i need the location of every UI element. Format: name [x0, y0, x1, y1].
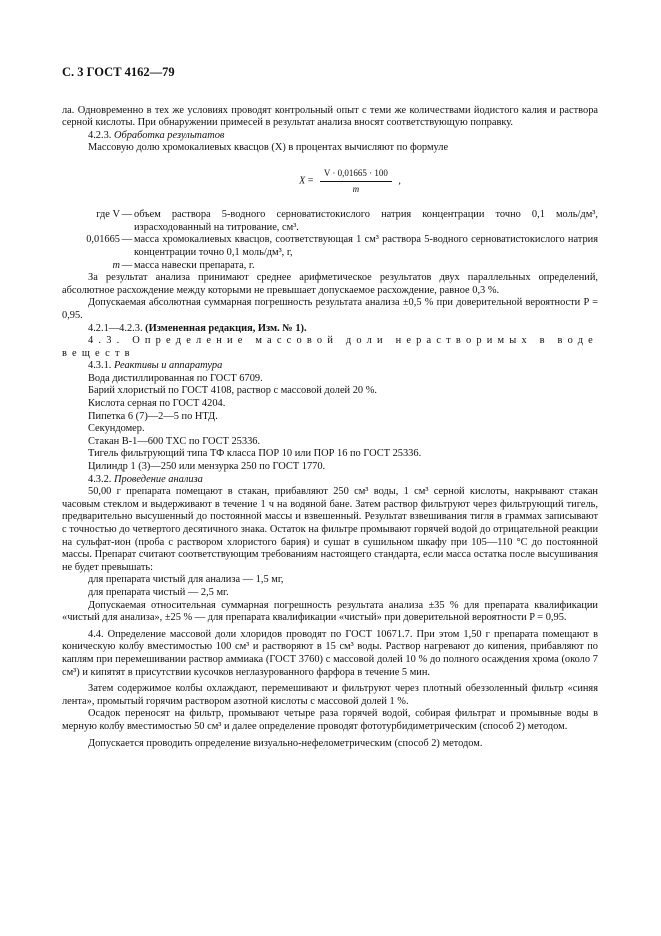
definition-symbol: m: [112, 259, 120, 271]
definition-row: где V — объем раствора 5-водного серноватистокислого натрия концентрации точно 0,1 моль/дм³, израсходованный на титрование, см³.: [62, 209, 598, 234]
paragraph-result: За результат анализа принимают среднее арифметическое результатов двух параллельных определений, абсолютное расхождение между которыми не превышает допускаемое расхождение, равное 0,3 %.: [62, 272, 598, 296]
revision-note: [62, 323, 598, 336]
definition-text: масса хромокалиевых квасцов, соответствующая 1 см³ раствора 5-водного серноватистокислого натрия концентрации точно 0,1 моль/дм³, г,: [134, 234, 598, 258]
document-page: [62, 66, 598, 750]
paragraph-chlorides: 4.4. Определение массовой доли хлоридов проводят по ГОСТ 10671.7. При этом 1,50 г препарата помещают в коническую колбу вместимостью 100 см³ и растворяют в 15 см³ воды. Раствор нагревают до кипения, прибавляют по каплям при перемешивании раствор аммиака (ГОСТ 3760) с массовой долей 10 % до полного осаждения хрома (около 7 см³) и кипятят в присутствии кусочков неглазурованного фарфора в течение 5 мин.: [62, 628, 598, 678]
formula-equals: =: [307, 175, 314, 187]
definition-symbol: 0,01665: [86, 234, 120, 246]
paragraph-error-absolute: Допускаемая абсолютная суммарная погрешность результата анализа ±0,5 % при доверительной вероятности P = 0,95.: [62, 297, 598, 321]
definition-symbol: где V: [96, 209, 120, 221]
reagent-item: Барий хлористый по ГОСТ 4108, раствор с массовой долей 20 %.: [88, 385, 377, 397]
formula-numerator: V · 0,01665 · 100: [320, 167, 392, 182]
paragraph-mass-fraction: Массовую долю хромокалиевых квасцов (X) в процентах вычисляют по формуле: [88, 142, 449, 154]
reagent-item: Тигель фильтрующий типа ТФ класса ПОР 10 или ПОР 16 по ГОСТ 25336.: [88, 448, 422, 460]
reagent-item: Пипетка 6 (7)—2—5 по НТД.: [88, 410, 218, 422]
formula-lhs: X: [299, 175, 306, 187]
section-4-3-heading: 4.3. Определение массовой доли нерастворимых в воде веществ: [62, 335, 598, 359]
paragraph-allowed-method: Допускается проводить определение визуально-нефелометрическим (способ 2) методом.: [88, 737, 483, 749]
paragraph-error-relative: Допускаемая относительная суммарная погрешность результата анализа ±35 % для препарата квалификации «чистый для анализа», ±25 % — для препарата квалификации «чистый» при доверительной вероятности P = 0,95.: [62, 599, 598, 624]
definition-row: 0,01665 — масса хромокалиевых квасцов, соответствующая 1 см³ раствора 5-водного серноватистокислого натрия концентрации точно 0,1 моль/дм³, г,: [62, 234, 598, 259]
section-4-3-1-heading: [62, 360, 598, 373]
limit-item: для препарата чистый — 2,5 мг.: [88, 586, 229, 598]
reagent-item: Цилиндр 1 (3)—250 или мензурка 250 по ГОСТ 1770.: [88, 461, 326, 473]
limits-list: [62, 574, 598, 599]
reagent-item: Секундомер.: [88, 423, 145, 435]
limit-item: для препарата чистый для анализа — 1,5 мг,: [88, 574, 284, 586]
formula-tail: ,: [398, 175, 401, 187]
formula-fraction: [320, 167, 392, 195]
formula-definitions: [62, 209, 598, 272]
paragraph-sediment: Осадок переносят на фильтр, промывают четыре раза горячей водой, собирая фильтрат и промывные воды в мерную колбу вместимостью 50 см³ и далее определение проводят фототурбидиметрическим (способ 2) методом.: [62, 708, 598, 732]
section-number: 4.3.1.: [88, 360, 112, 372]
section-number: 4.2.3.: [88, 129, 112, 141]
section-4-2-3-heading: [62, 130, 598, 143]
reagent-item: Вода дистиллированная по ГОСТ 6709.: [88, 372, 263, 384]
section-title: Реактивы и аппаратура: [114, 360, 223, 372]
reagent-item: Стакан В-1—600 ТХС по ГОСТ 25336.: [88, 435, 261, 447]
definition-row: m — масса навески препарата, г.: [62, 260, 598, 273]
revision-text: (Измененная редакция, Изм. № 1).: [145, 322, 307, 334]
section-4-3-2-heading: [62, 474, 598, 487]
formula: [102, 167, 598, 195]
reagents-list: [62, 373, 598, 474]
page-header: С. 3 ГОСТ 4162—79: [62, 65, 175, 79]
paragraph-analysis: 50,00 г препарата помещают в стакан, прибавляют 250 см³ воды, 1 см³ серной кислоты, накрывают стакан часовым стеклом и выдерживают в течение 1 ч на водяной бане. Затем раствор фильтруют через фильтрующий тигель, предварительно высушенный до постоянной массы и взвешенный. Результат взвешивания тигля в граммах записывают с точностью до четвертого десятичного знака. Остаток на фильтре промывают горячей водой до отрицательной реакции на сульфат-ион (проба с раствором хлористого бария) и сушат в сушильном шкафу при 105—110 °С до постоянной массы. Препарат считают соответствующим требованиям настоящего стандарта, если масса остатка после высушивания не будет превышать:: [62, 486, 598, 573]
reagent-item: Кислота серная по ГОСТ 4204.: [88, 398, 226, 410]
section-number: 4.3.2.: [88, 473, 112, 485]
paragraph-control-experiment: ла. Одновременно в тех же условиях проводят контрольный опыт с теми же количествами йодистого калия и раствора серной кислоты. При обнаружении примесей в результат анализа вносят соответствующую поправку.: [62, 104, 598, 129]
definition-text: масса навески препарата, г.: [134, 259, 255, 271]
formula-denominator: m: [352, 183, 360, 194]
section-title: Обработка результатов: [114, 129, 225, 141]
revision-sections: 4.2.1—4.2.3.: [88, 322, 143, 334]
paragraph-cooling: Затем содержимое колбы охлаждают, перемешивают и фильтруют через плотный обеззоленный фильтр «синяя лента», промытый горячим раствором азотной кислоты с массовой долей 1 %.: [62, 683, 598, 707]
section-title: Проведение анализа: [114, 473, 203, 485]
definition-text: объем раствора 5-водного серноватистокислого натрия концентрации точно 0,1 моль/дм³, израсходованный на титрование, см³.: [134, 209, 598, 233]
